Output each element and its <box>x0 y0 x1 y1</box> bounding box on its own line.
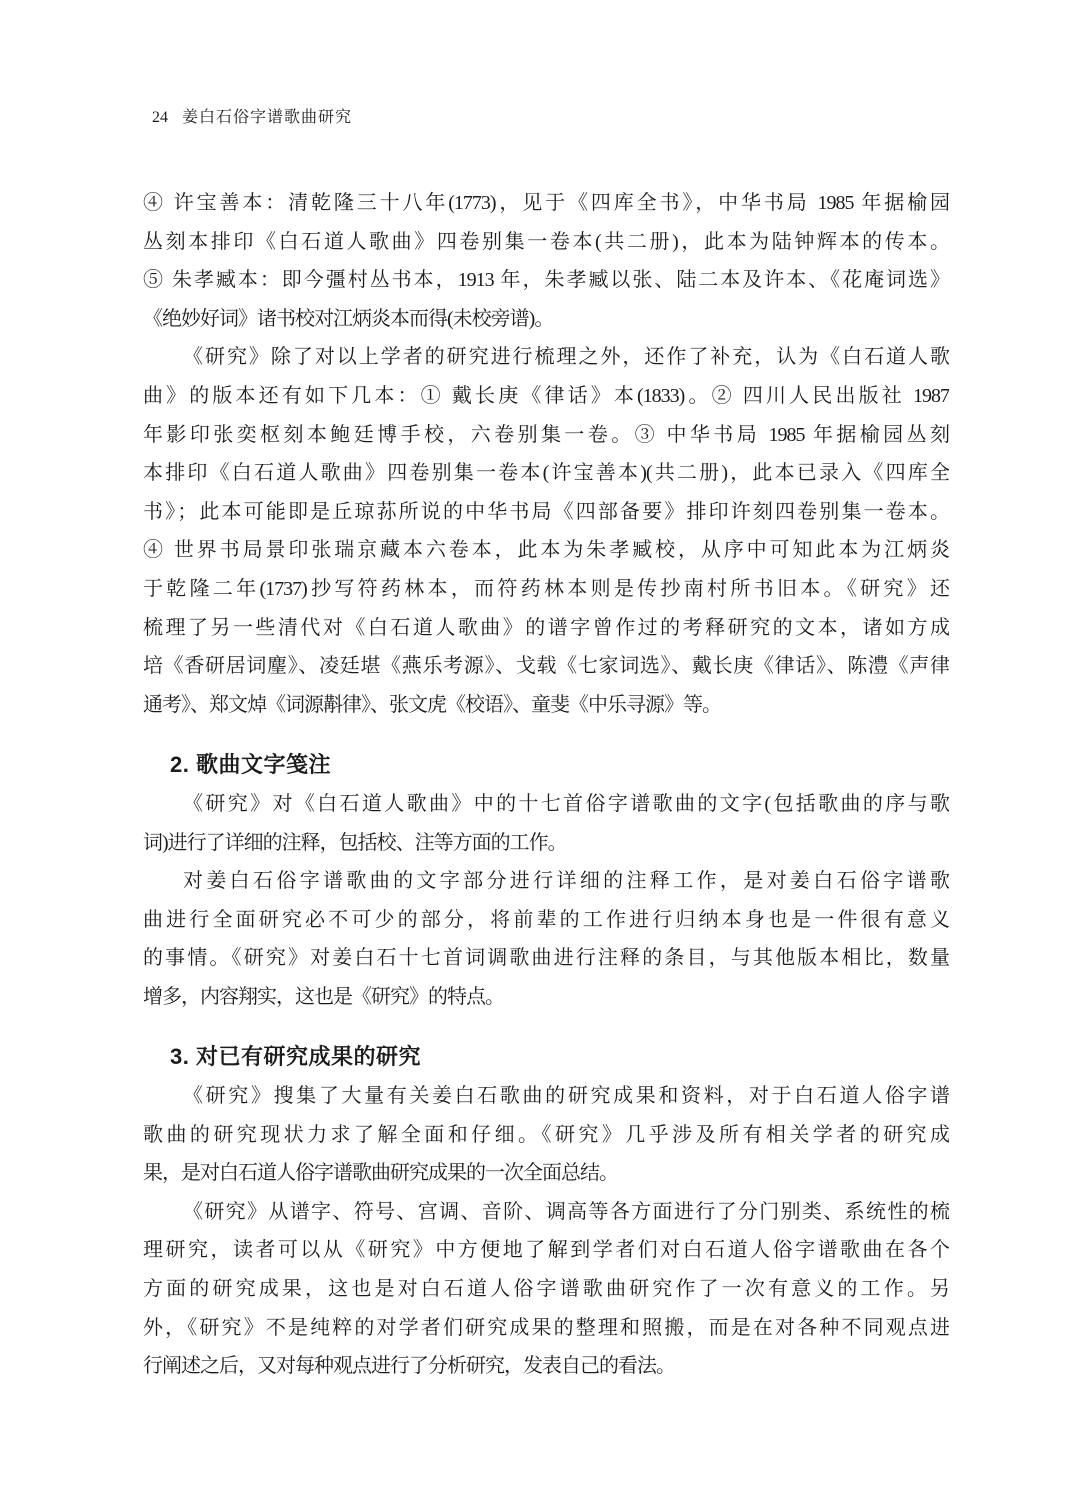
text-line: ④ 世界书局景印张瑞京藏本六卷本，此本为朱孝臧校，从序中可知此本为江炳炎 <box>143 539 949 562</box>
text-line: ④ 许宝善本：清乾隆三十八年(1773)，见于《四库全书》，中华书局 1985 年据榆园 <box>143 192 949 214</box>
text-line: 年影印张奕枢刻本鲍廷博手校，六卷别集一卷。③ 中华书局 1985 年据榆园丛刻 <box>143 423 949 446</box>
text-line: 培《香研居词麈》、凌廷堪《燕乐考源》、戈载《七家词选》、戴长庚《律话》、陈澧《声律 <box>143 655 949 678</box>
text-line: 本排印《白石道人歌曲》四卷别集一卷本(许宝善本)(共二册)，此本已录入《四库全 <box>143 462 949 485</box>
text-line: 行阐述之后，又对每种观点进行了分析研究，发表自己的看法。 <box>143 1355 675 1378</box>
text-line: 增多，内容翔实，这也是《研究》的特点。 <box>143 985 504 1008</box>
text-line: 方面的研究成果，这也是对白石道人俗字谱歌曲研究作了一次有意义的工作。另 <box>143 1278 949 1301</box>
text-line: 曲进行全面研究必不可少的部分，将前辈的工作进行归纳本身也是一件很有意义 <box>143 908 949 931</box>
running-header <box>152 106 352 130</box>
paragraph <box>143 785 949 862</box>
page-content <box>143 184 949 1386</box>
text-line: 《研究》从谱字、符号、宫调、音阶、调高等各方面进行了分门别类、系统性的梳 <box>183 1200 949 1223</box>
text-line: 书》；此本可能即是丘琼荪所说的中华书局《四部备要》排印许刻四卷别集一卷本。 <box>143 500 949 523</box>
text-line: 《研究》对《白石道人歌曲》中的十七首俗字谱歌曲的文字(包括歌曲的序与歌 <box>183 792 949 815</box>
running-head-book-title: 姜白石俗字谱歌曲研究 <box>182 109 353 126</box>
text-line: 于乾隆二年(1737)抄写符药林本，而符药林本则是传抄南村所书旧本。《研究》还 <box>143 577 949 600</box>
text-line: 词)进行了详细的注释，包括校、注等方面的工作。 <box>143 831 567 854</box>
paragraph <box>143 184 949 338</box>
text-line: 《研究》搜集了大量有关姜白石歌曲的研究成果和资料，对于白石道人俗字谱 <box>183 1085 949 1108</box>
text-line: 对姜白石俗字谱歌曲的文字部分进行详细的注释工作，是对姜白石俗字谱歌 <box>183 870 949 893</box>
text-line: 理研究，读者可以从《研究》中方便地了解到学者们对白石道人俗字谱歌曲在各个 <box>143 1239 949 1262</box>
text-line: 歌曲的研究现状力求了解全面和仔细。《研究》几乎涉及所有相关学者的研究成 <box>143 1123 949 1146</box>
text-line: 的事情。《研究》对姜白石十七首词调歌曲进行注释的条目，与其他版本相比，数量 <box>143 947 949 970</box>
text-line: ⑤ 朱孝臧本：即今彊村丛书本，1913 年，朱孝臧以张、陆二本及许本、《花庵词选》 <box>143 269 949 292</box>
paragraph <box>143 1193 949 1386</box>
text-line: 果，是对白石道人俗字谱歌曲研究成果的一次全面总结。 <box>143 1162 618 1185</box>
section-heading: 2. 歌曲文字笺注 <box>170 752 331 778</box>
paragraph <box>143 862 949 1016</box>
text-line: 梳理了另一些清代对《白石道人歌曲》的谱字曾作过的考释研究的文本，诸如方成 <box>143 616 949 639</box>
paragraph <box>143 1077 949 1193</box>
text-line: 曲》的版本还有如下几本：① 戴长庚《律话》本(1833)。② 四川人民出版社 1987 <box>143 384 949 407</box>
page-number: 24 <box>152 109 168 126</box>
section-heading: 3. 对已有研究成果的研究 <box>170 1044 421 1070</box>
paragraph <box>143 338 949 724</box>
text-line: 外，《研究》不是纯粹的对学者们研究成果的整理和照搬，而是在对各种不同观点进 <box>143 1316 949 1339</box>
text-line: 《绝妙好词》诸书校对江炳炎本而得(未校旁谱)。 <box>143 307 554 330</box>
text-line: 《研究》除了对以上学者的研究进行梳理之外，还作了补充，认为《白石道人歌 <box>183 346 949 369</box>
text-line: 通考》、郑文焯《词源斠律》、张文虎《校语》、童斐《中乐寻源》等。 <box>143 693 721 716</box>
text-line: 丛刻本排印《白石道人歌曲》四卷别集一卷本(共二册)，此本为陆钟辉本的传本。 <box>143 230 949 253</box>
